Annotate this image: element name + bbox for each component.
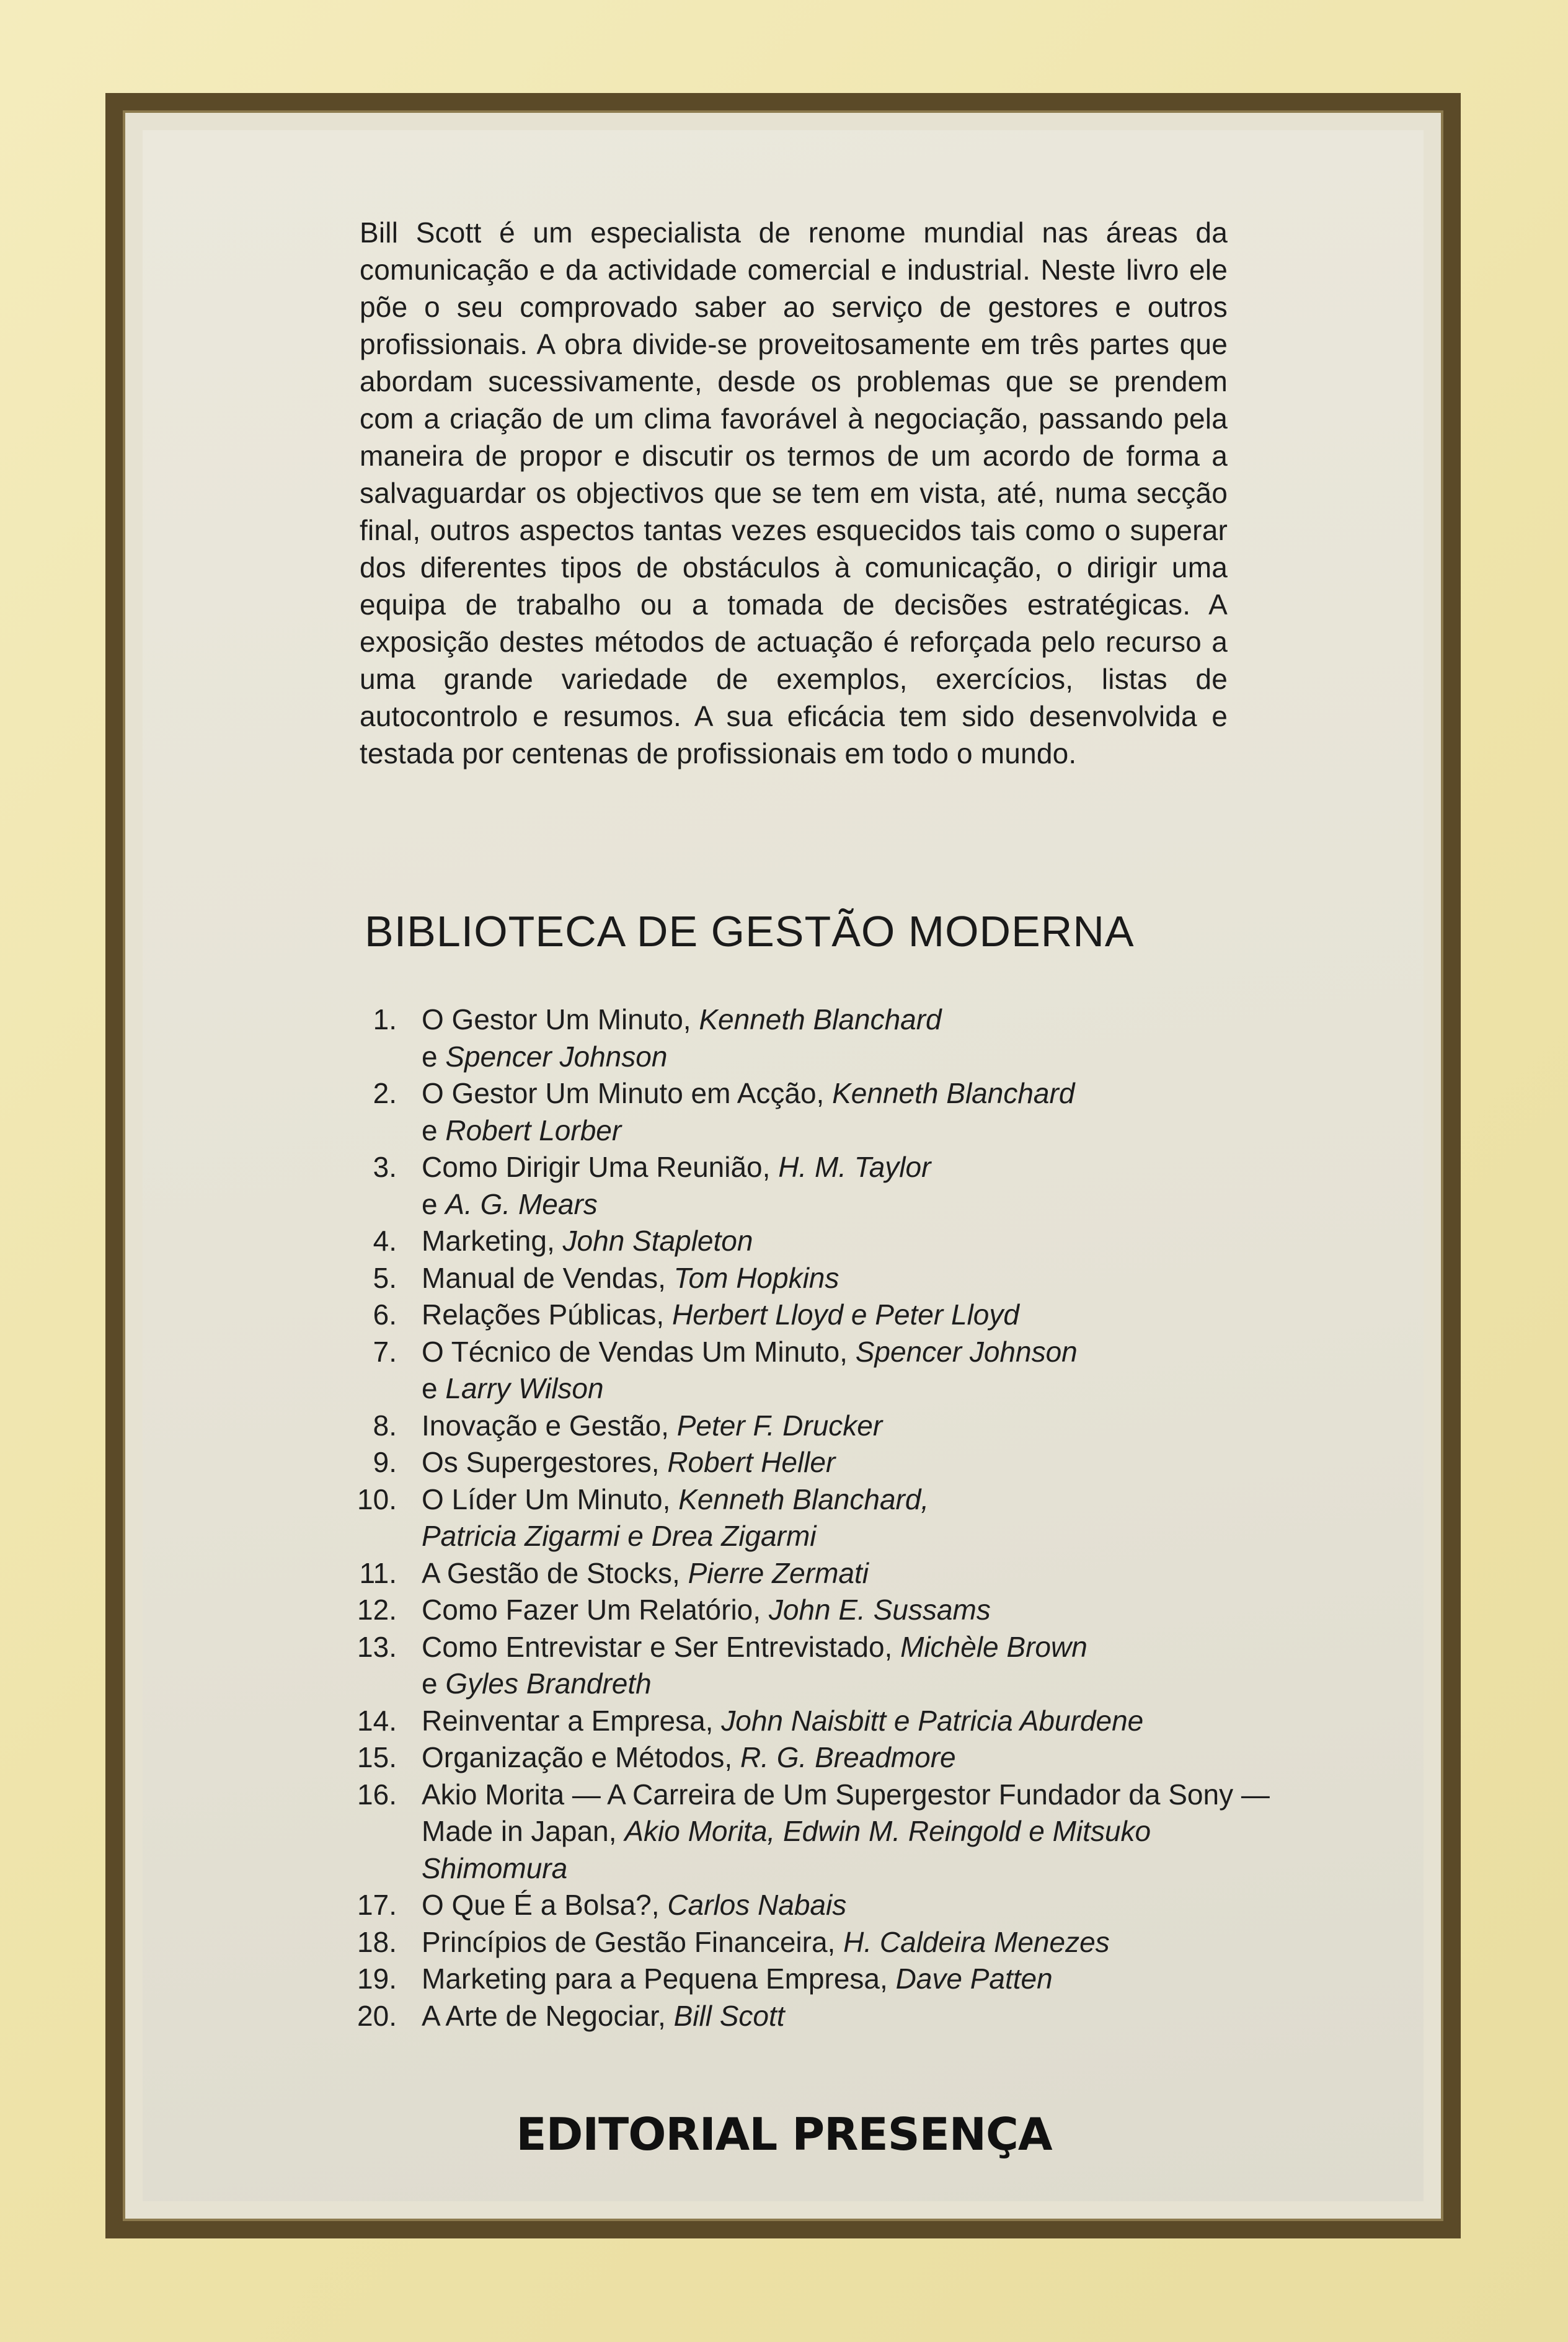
publisher-logo: EDITORIAL PRESENÇA (516, 2108, 1052, 2160)
list-item-entry (422, 1961, 1277, 1998)
book-title: O Líder Um Minuto, (422, 1483, 671, 1515)
book-author: Robert Heller (667, 1446, 836, 1478)
list-item-entry (422, 1149, 1277, 1223)
list-item-entry (422, 1592, 1277, 1629)
list-item (347, 1001, 1277, 1075)
author-conjunction: e (422, 1187, 438, 1220)
list-item-number: 14. (357, 1704, 397, 1737)
list-item (347, 1149, 1277, 1223)
list-item-number: 9. (373, 1446, 397, 1478)
book-title: O Gestor Um Minuto, (422, 1003, 691, 1036)
book-author: John Stapleton (562, 1225, 753, 1257)
list-item (347, 1887, 1277, 1924)
list-item-entry (422, 1998, 1277, 2035)
list-item (347, 1592, 1277, 1629)
book-title: Relações Públicas, (422, 1298, 665, 1331)
list-item-entry (422, 1001, 1277, 1075)
list-item-number: 16. (357, 1778, 397, 1811)
book-author: Bill Scott (673, 1999, 785, 2032)
book-title: Reinventar a Empresa, (422, 1704, 714, 1737)
author-conjunction: e (422, 1040, 438, 1073)
list-item-number: 10. (357, 1483, 397, 1515)
list-item (347, 1555, 1277, 1592)
book-author: Akio Morita, Edwin M. Reingold e Mitsuko Shimomura (422, 1815, 1151, 1884)
list-item-entry (422, 1223, 1277, 1260)
list-item-entry (422, 1739, 1277, 1776)
book-author: John Naisbitt e Patricia Aburdene (721, 1704, 1144, 1737)
list-item (347, 1334, 1277, 1408)
list-item-entry (422, 1297, 1277, 1334)
list-item (347, 1481, 1277, 1555)
book-title: Como Fazer Um Relatório, (422, 1594, 761, 1626)
book-description: Bill Scott é um especialista de renome mundial nas áreas da comunicação e da actividade comercial e industrial. Neste livro ele põe o seu comprovado saber ao serviço de gestores e outros profissionais. A obra divide-se proveitosamente em três partes que abordam sucessivamente, desde os problemas que se prendem com a criação de um clima favorável à negociação, passando pela maneira de propor e discutir os termos de um acordo de forma a salvaguardar os objectivos que se tem em vista, até, numa secção final, outros aspectos tantas vezes esquecidos tais como o superar dos diferentes tipos de obstáculos à comunicação, o dirigir uma equipa de trabalho ou a tomada de decisões estratégicas. A exposição destes métodos de actuação é reforçada pelo recurso a uma grande variedade de exemplos, exercícios, listas de autocontrolo e resumos. A sua eficácia tem sido desenvolvida e testada por centenas de profissionais em todo o mundo. (360, 216, 1228, 770)
book-author: Herbert Lloyd e Peter Lloyd (671, 1298, 1019, 1331)
book-title: O Que É a Bolsa?, (422, 1889, 660, 1921)
list-item-entry (422, 1408, 1277, 1445)
book-author: Carlos Nabais (667, 1889, 847, 1921)
list-item-number: 15. (357, 1741, 397, 1773)
list-item-number: 11. (359, 1556, 397, 1589)
list-item (347, 1223, 1277, 1260)
list-item (347, 1297, 1277, 1334)
book-title: Manual de Vendas, (422, 1261, 666, 1294)
book-author: Kenneth Blanchard (832, 1077, 1075, 1109)
author-conjunction: e (422, 1372, 438, 1404)
list-item-entry (422, 1703, 1277, 1740)
list-item-number: 2. (373, 1077, 397, 1109)
book-author: Kenneth Blanchard (699, 1003, 942, 1036)
list-item-number: 7. (373, 1335, 397, 1368)
book-coauthor: Larry Wilson (445, 1372, 604, 1404)
list-item (347, 1444, 1277, 1481)
book-coauthor: Spencer Johnson (445, 1040, 668, 1073)
list-item-entry (422, 1887, 1277, 1924)
list-item (347, 1075, 1277, 1149)
book-title: O Gestor Um Minuto em Acção, (422, 1077, 825, 1109)
book-title: Como Dirigir Uma Reunião, (422, 1151, 771, 1183)
book-author: R. G. Breadmore (740, 1741, 956, 1773)
list-item-entry (422, 1481, 1277, 1555)
list-item-number: 6. (373, 1298, 397, 1331)
list-item (347, 1961, 1277, 1998)
book-series-list (347, 1001, 1277, 2034)
list-item-entry (422, 1260, 1277, 1297)
list-item (347, 1408, 1277, 1445)
book-title: O Técnico de Vendas Um Minuto, (422, 1335, 848, 1368)
book-title: Inovação e Gestão, (422, 1409, 669, 1442)
list-item-number: 18. (357, 1925, 397, 1958)
book-author: Kenneth Blanchard, (678, 1483, 929, 1515)
list-item-number: 1. (373, 1003, 397, 1036)
list-item (347, 1629, 1277, 1703)
list-item-number: 4. (373, 1225, 397, 1257)
book-title: Como Entrevistar e Ser Entrevistado, (422, 1630, 893, 1663)
book-author: Peter F. Drucker (676, 1409, 883, 1442)
book-coauthor: Gyles Brandreth (445, 1667, 652, 1700)
book-author: Michèle Brown (900, 1630, 1087, 1663)
list-item-number: 3. (373, 1151, 397, 1183)
book-title: Akio Morita — A Carreira de Um Supergestor Fundador da Sony — Made in Japan, (422, 1778, 1270, 1847)
book-author: H. Caldeira Menezes (843, 1925, 1110, 1958)
book-coauthor: Robert Lorber (445, 1114, 622, 1147)
list-item-entry (422, 1776, 1277, 1887)
book-title: Marketing para a Pequena Empresa, (422, 1963, 888, 1995)
list-item (347, 1998, 1277, 2035)
book-coauthor: A. G. Mears (445, 1187, 598, 1220)
list-item (347, 1703, 1277, 1740)
list-item-entry (422, 1924, 1277, 1961)
book-title: Marketing, (422, 1225, 555, 1257)
list-item-number: 17. (357, 1889, 397, 1921)
list-item-number: 13. (357, 1630, 397, 1663)
book-author: Dave Patten (895, 1963, 1053, 1995)
book-author: H. M. Taylor (778, 1151, 931, 1183)
book-title: Organização e Métodos, (422, 1741, 733, 1773)
book-title: Os Supergestores, (422, 1446, 660, 1478)
list-item-entry (422, 1334, 1277, 1408)
book-title: A Arte de Negociar, (422, 1999, 666, 2032)
book-author: John E. Sussams (768, 1594, 991, 1626)
book-title: Princípios de Gestão Financeira, (422, 1925, 836, 1958)
list-item (347, 1776, 1277, 1887)
book-title: A Gestão de Stocks, (422, 1556, 680, 1589)
author-conjunction: e (422, 1114, 438, 1147)
book-author: Spencer Johnson (855, 1335, 1078, 1368)
list-item-number: 12. (357, 1594, 397, 1626)
series-title: BIBLIOTECA DE GESTÃO MODERNA (365, 907, 1135, 956)
list-item-number: 8. (373, 1409, 397, 1442)
author-conjunction: e (422, 1667, 438, 1700)
book-author: Tom Hopkins (673, 1261, 839, 1294)
list-item-number: 19. (357, 1963, 397, 1995)
book-author: Pierre Zermati (688, 1556, 869, 1589)
list-item (347, 1739, 1277, 1776)
list-item (347, 1924, 1277, 1961)
list-item (347, 1260, 1277, 1297)
book-coauthor: Patricia Zigarmi e Drea Zigarmi (422, 1520, 817, 1552)
list-item-number: 5. (373, 1261, 397, 1294)
list-item-entry (422, 1444, 1277, 1481)
list-item-entry (422, 1555, 1277, 1592)
list-item-entry (422, 1075, 1277, 1149)
list-item-number: 20. (357, 1999, 397, 2032)
list-item-entry (422, 1629, 1277, 1703)
